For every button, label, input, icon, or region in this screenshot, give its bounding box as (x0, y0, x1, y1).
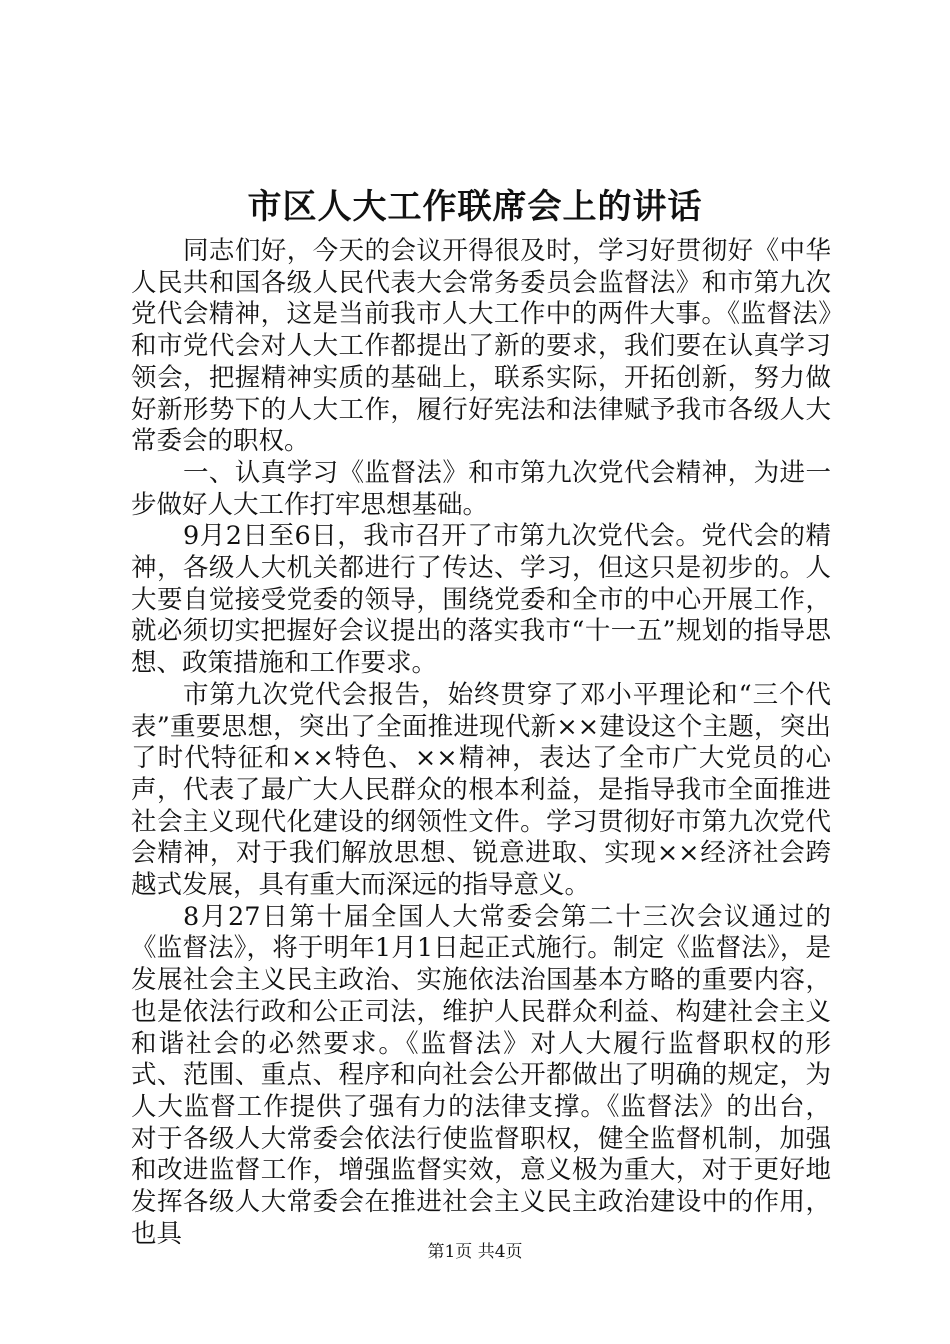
page-number-footer: 第1页 共4页 (427, 1242, 523, 1262)
paragraph-greeting: 同志们好，今天的会议开得很及时，学习好贯彻好《中华人民共和国各级人民代表大会常务委员会监督法》和市第九次党代会精神，这是当前我市人大工作中的两件大事。《监督法》和市党代会对人大工作都提出了新的要求，我们要在认真学习领会，把握精神实质的基础上，联系实际，开拓创新，努力做好新形势下的人大工作，履行好宪法和法律赋予我市各级人大常委会的职权。 (131, 236, 831, 457)
document-body (131, 236, 831, 1251)
paragraph-party-congress: 9月2日至6日，我市召开了市第九次党代会。党代会的精神，各级人大机关都进行了传达、学习，但这只是初步的。人大要自觉接受党委的领导，围绕党委和全市的中心开展工作，就必须切实把握好会议提出的落实我市“十一五”规划的指导思想、政策措施和工作要求。 (131, 521, 831, 679)
paragraph-section-heading: 一、认真学习《监督法》和市第九次党代会精神，为进一步做好人大工作打牢思想基础。 (131, 457, 831, 520)
paragraph-congress-report: 市第九次党代会报告，始终贯穿了邓小平理论和“三个代表”重要思想，突出了全面推进现代新××建设这个主题，突出了时代特征和××特色、××精神，表达了全市广大党员的心声，代表了最广大人民群众的根本利益，是指导我市全面推进社会主义现代化建设的纲领性文件。学习贯彻好市第九次党代会精神，对于我们解放思想、锐意进取、实现××经济社会跨越式发展，具有重大而深远的指导意义。 (131, 679, 831, 901)
document-title: 市区人大工作联席会上的讲话 (247, 187, 703, 227)
paragraph-supervision-law: 8月27日第十届全国人大常委会第二十三次会议通过的《监督法》，将于明年1月1日起正式施行。制定《监督法》，是发展社会主义民主政治、实施依法治国基本方略的重要内容，也是依法行政和公正司法，维护人民群众利益、构建社会主义和谐社会的必然要求。《监督法》对人大履行监督职权的形式、范围、重点、程序和向社会公开都做出了明确的规定，为人大监督工作提供了强有力的法律支撑。《监督法》的出台，对于各级人大常委会依法行使监督职权，健全监督机制，加强和改进监督工作，增强监督实效，意义极为重大，对于更好地发挥各级人大常委会在推进社会主义民主政治建设中的作用，也具 (131, 901, 831, 1249)
